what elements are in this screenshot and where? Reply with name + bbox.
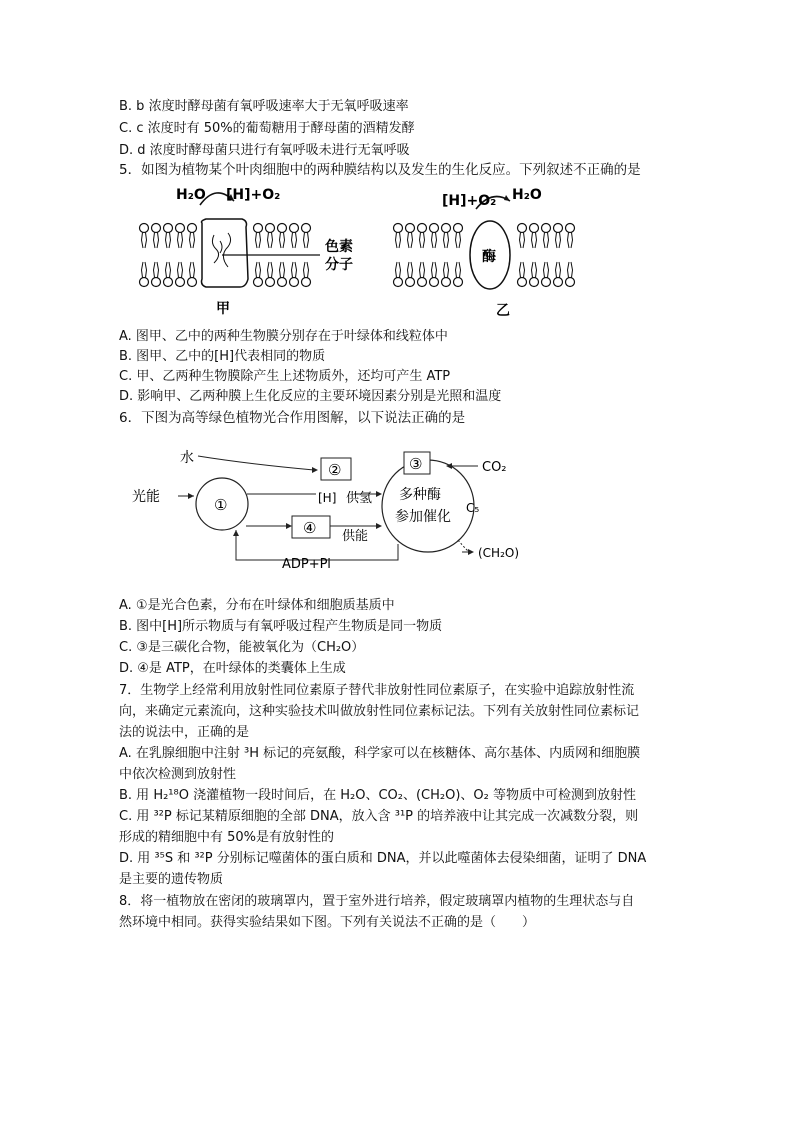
q6-option-d: D. ④是 ATP，在叶绿体的类囊体上生成 [119, 661, 346, 676]
protein-jia [202, 219, 249, 287]
yi-h-o2-label: [H]+O₂ [442, 193, 497, 209]
q7-option-a-line-2: 中依次检测到放射性 [119, 767, 237, 782]
node-3-label: ③ [409, 455, 423, 473]
q7-option-d-line-1: D. 用 ³⁵S 和 ³²P 分别标记噬菌体的蛋白质和 DNA，并以此噬菌体去侵染细菌，证明了 DNA [119, 851, 647, 866]
q6-option-a: A. ①是光合色素，分布在叶绿体和细胞质基质中 [119, 598, 395, 613]
node-1-label: ① [214, 496, 228, 514]
jia-h-o2-label: [H]+O₂ [226, 187, 281, 203]
q5-option-d: D. 影响甲、乙两种膜上生化反应的主要环境因素分别是光照和温度 [119, 389, 502, 404]
adp-label: ADP+Pi [282, 557, 331, 572]
node-2-label: ② [328, 461, 342, 479]
ch2o-label: (CH₂O) [478, 546, 520, 560]
q4-option-b: B. b 浓度时酵母菌有氧呼吸速率大于无氧呼吸速率 [119, 99, 409, 114]
q7-option-d-line-2: 是主要的遗传物质 [119, 872, 224, 887]
q7-stem-line-1: 7．生物学上经常利用放射性同位素原子替代非放射性同位素原子，在实验中追踪放射性流 [119, 683, 635, 698]
q5-option-a: A. 图甲、乙中的两种生物膜分别存在于叶绿体和线粒体中 [119, 329, 448, 344]
q4-option-d: D. d 浓度时酵母菌只进行有氧呼吸未进行无氧呼吸 [119, 143, 410, 158]
pigment-label-2: 分子 [325, 257, 353, 273]
yi-h2o-label: H₂O [512, 187, 542, 203]
q6-option-c: C. ③是三碳化合物，能被氧化为（CH₂O） [119, 640, 365, 655]
q7-option-a-line-1: A. 在乳腺细胞中注射 ³H 标记的亮氨酸，科学家可以在核糖体、高尔基体、内质网和细胞膜 [119, 746, 641, 761]
membrane-yi [394, 195, 575, 289]
q7-option-c-line-2: 形成的精细胞中有 50%是有放射性的 [119, 830, 335, 845]
q8-stem-line-1: 8．将一植物放在密闭的玻璃罩内，置于室外进行培养，假定玻璃罩内植物的生理状态与自 [119, 894, 635, 909]
q5-stem: 5．如图为植物某个叶肉细胞中的两种膜结构以及发生的生化反应。下列叙述不正确的是 [119, 162, 641, 178]
pigment-label-1: 色素 [325, 239, 353, 255]
q5-option-b: B. 图甲、乙中的[H]代表相同的物质 [119, 349, 326, 364]
enzyme-text-1: 多种酶 [399, 487, 441, 503]
node-4-label: ④ [303, 519, 317, 537]
supply-energy-label: 供能 [342, 529, 369, 544]
q6-option-b: B. 图中[H]所示物质与有氧呼吸过程产生物质是同一物质 [119, 619, 443, 634]
c5-label: C₅ [466, 501, 480, 515]
light-label: 光能 [132, 489, 160, 505]
q4-option-c: C. c 浓度时有 50%的葡萄糖用于酵母菌的酒精发酵 [119, 121, 415, 136]
q7-stem-line-3: 法的说法中，正确的是 [119, 725, 250, 740]
q5-option-c: C. 甲、乙两种生物膜除产生上述物质外，还均可产生 ATP [119, 369, 451, 384]
q6-photosynthesis-figure [128, 444, 538, 576]
membrane-jia [140, 193, 321, 287]
jia-label: 甲 [216, 301, 230, 317]
q7-option-c-line-1: C. 用 ³²P 标记某精原细胞的全部 DNA，放入含 ³¹P 的培养液中让其完成一次减数分裂，则 [119, 809, 639, 824]
jia-h2o-label: H₂O [176, 187, 206, 203]
water-label: 水 [180, 450, 194, 466]
yi-label: 乙 [496, 303, 510, 319]
supply-h-label: 供氢 [346, 491, 373, 506]
q5-membrane-figure [130, 183, 590, 323]
h-label: [H] [318, 491, 337, 505]
q7-option-b: B. 用 H₂¹⁸O 浇灌植物一段时间后，在 H₂O、CO₂、(CH₂O)、O₂ 等物质中可检测到放射性 [119, 788, 636, 803]
q7-stem-line-2: 向，来确定元素流向，这种实验技术叫做放射性同位素标记法。下列有关放射性同位素标记 [119, 704, 640, 719]
enzyme-text-2: 参加催化 [395, 509, 451, 525]
enzyme-label: 酶 [482, 249, 496, 265]
q6-stem: 6．下图为高等绿色植物光合作用图解，以下说法正确的是 [119, 410, 466, 426]
q8-stem-line-2: 然环境中相同。获得实验结果如下图。下列有关说法不正确的是（ ） [119, 915, 536, 930]
co2-label: CO₂ [482, 460, 507, 475]
